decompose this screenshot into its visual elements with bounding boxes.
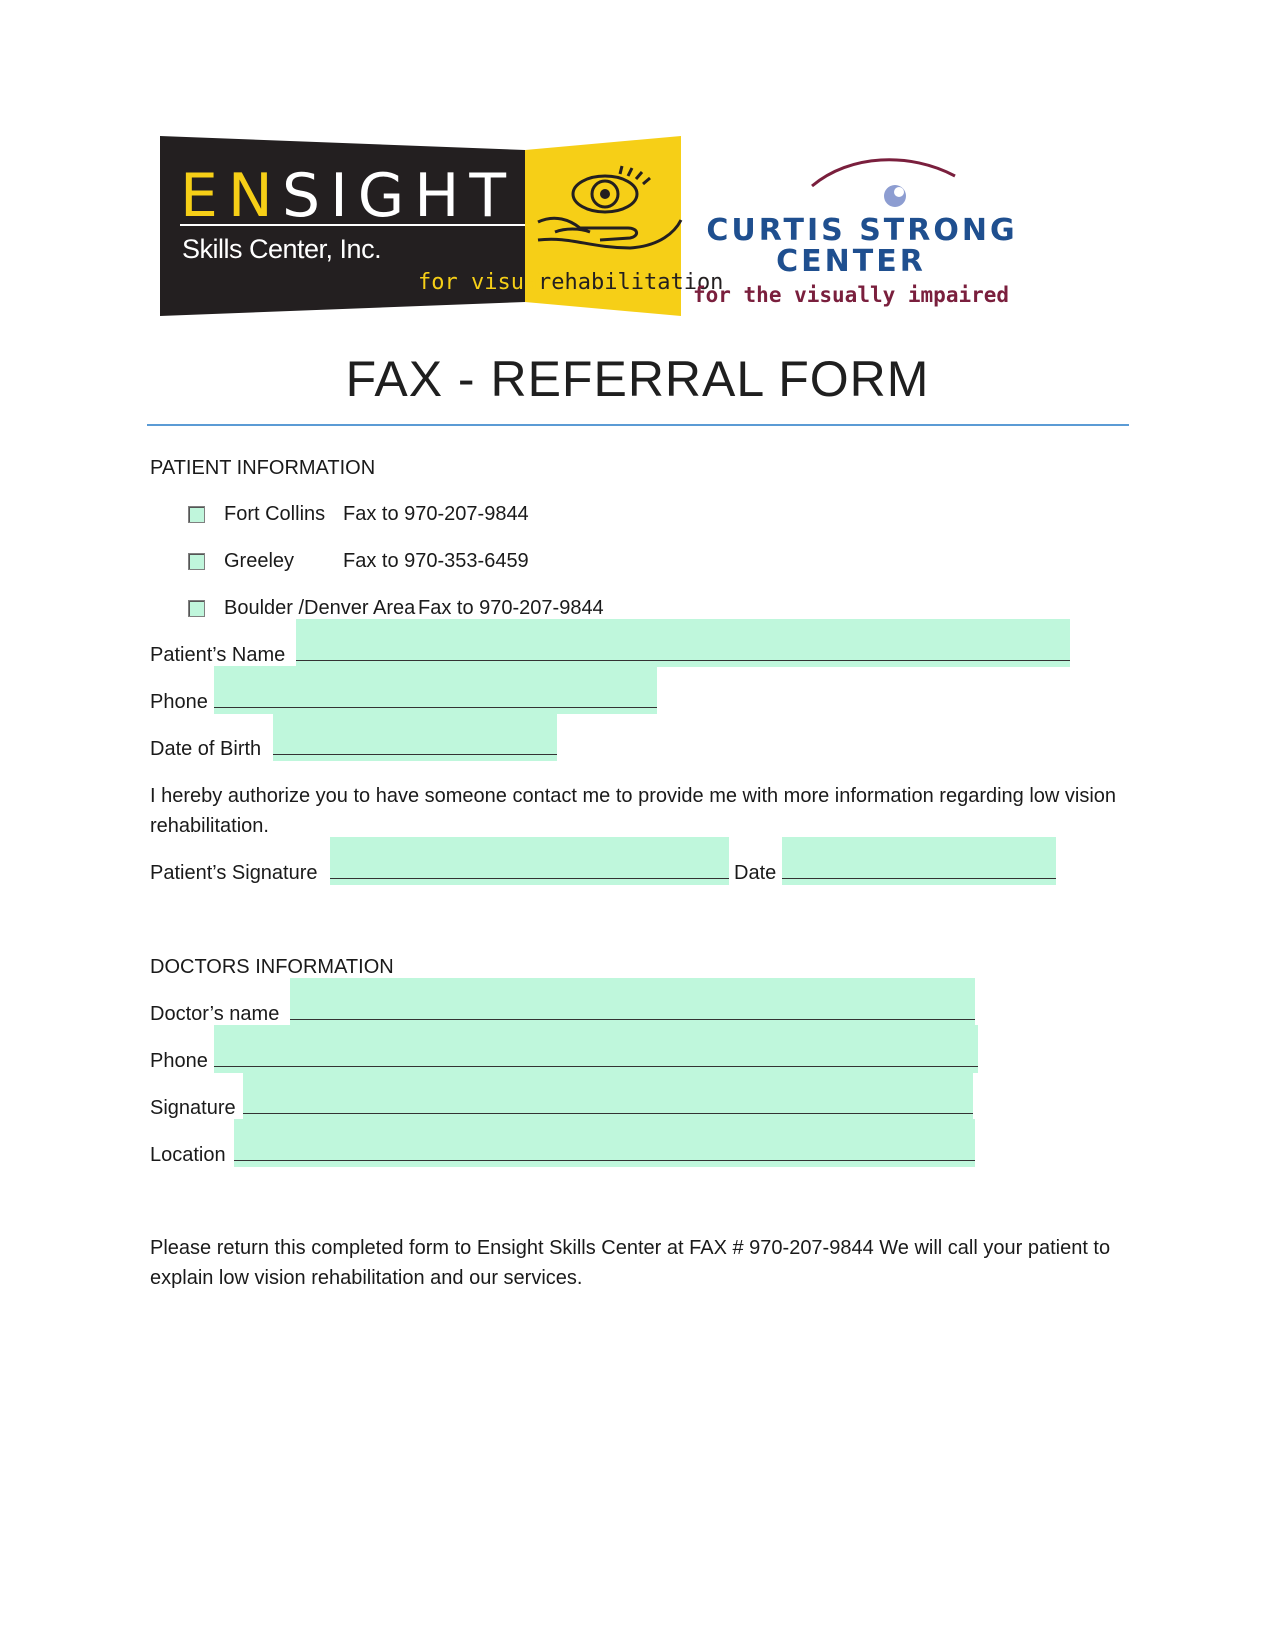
patient-dob-field[interactable] [273, 713, 557, 761]
doctor-phone-field[interactable] [214, 1025, 978, 1073]
curtis-line2: CENTER [776, 244, 926, 279]
doctor-location-field[interactable] [234, 1119, 975, 1167]
ensight-wordmark-sight: SIGHT [282, 161, 517, 231]
authorization-text: I hereby authorize you to have someone contact me to provide me with more information regarding low vision rehabilitation. [150, 785, 1117, 837]
patient-signature-label: Patient’s Signature [150, 862, 318, 884]
ensight-logo [160, 136, 724, 316]
ensight-tagline-right: rehabilitation [538, 270, 724, 295]
title-divider [147, 424, 1129, 426]
patient-date-field[interactable] [782, 837, 1056, 885]
ensight-tagline-left: for visual [418, 270, 551, 295]
return-instructions: Please return this completed form to Ensight Skills Center at FAX # 970-207-9844 We will call your patient to explain low vision rehabilitation and our services. [150, 1237, 1111, 1289]
checkbox-fort-collins[interactable] [188, 506, 205, 523]
patient-phone-label: Phone [150, 691, 208, 713]
location-fax-greeley: Fax to 970-353-6459 [343, 550, 529, 572]
doctor-location-label: Location [150, 1144, 226, 1166]
location-fax-boulder-denver: Fax to 970-207-9844 [418, 597, 604, 619]
doctor-signature-field[interactable] [243, 1072, 973, 1120]
doctor-phone-label: Phone [150, 1050, 208, 1072]
patient-name-label: Patient’s Name [150, 644, 286, 666]
doctor-name-label: Doctor’s name [150, 1003, 280, 1025]
eye-dot-icon [884, 185, 906, 207]
patient-phone-field[interactable] [214, 666, 657, 714]
doctor-section-heading: DOCTORS INFORMATION [150, 956, 394, 978]
patient-date-label: Date [734, 862, 777, 884]
curtis-strong-logo [692, 150, 1020, 310]
location-name-boulder-denver: Boulder /Denver Area [224, 597, 416, 619]
curtis-line1: CURTIS STRONG [706, 213, 1018, 248]
arc-icon [812, 160, 955, 186]
location-name-fort-collins: Fort Collins [224, 503, 326, 525]
checkbox-greeley[interactable] [188, 553, 205, 570]
ensight-wordmark-en: EN [180, 161, 283, 231]
patient-name-field[interactable] [296, 619, 1070, 667]
doctor-signature-label: Signature [150, 1097, 236, 1119]
patient-section-heading: PATIENT INFORMATION [150, 457, 376, 479]
patient-signature-field[interactable] [330, 837, 729, 885]
ensight-subtitle: Skills Center, Inc. [182, 234, 382, 264]
location-name-greeley: Greeley [224, 550, 295, 572]
patient-dob-label: Date of Birth [150, 738, 262, 760]
doctor-name-field[interactable] [290, 978, 975, 1026]
location-fax-fort-collins: Fax to 970-207-9844 [343, 503, 529, 525]
curtis-line3: for the visually impaired [692, 283, 1010, 307]
checkbox-boulder-denver[interactable] [188, 600, 205, 617]
page-title: FAX - REFERRAL FORM [345, 351, 930, 407]
